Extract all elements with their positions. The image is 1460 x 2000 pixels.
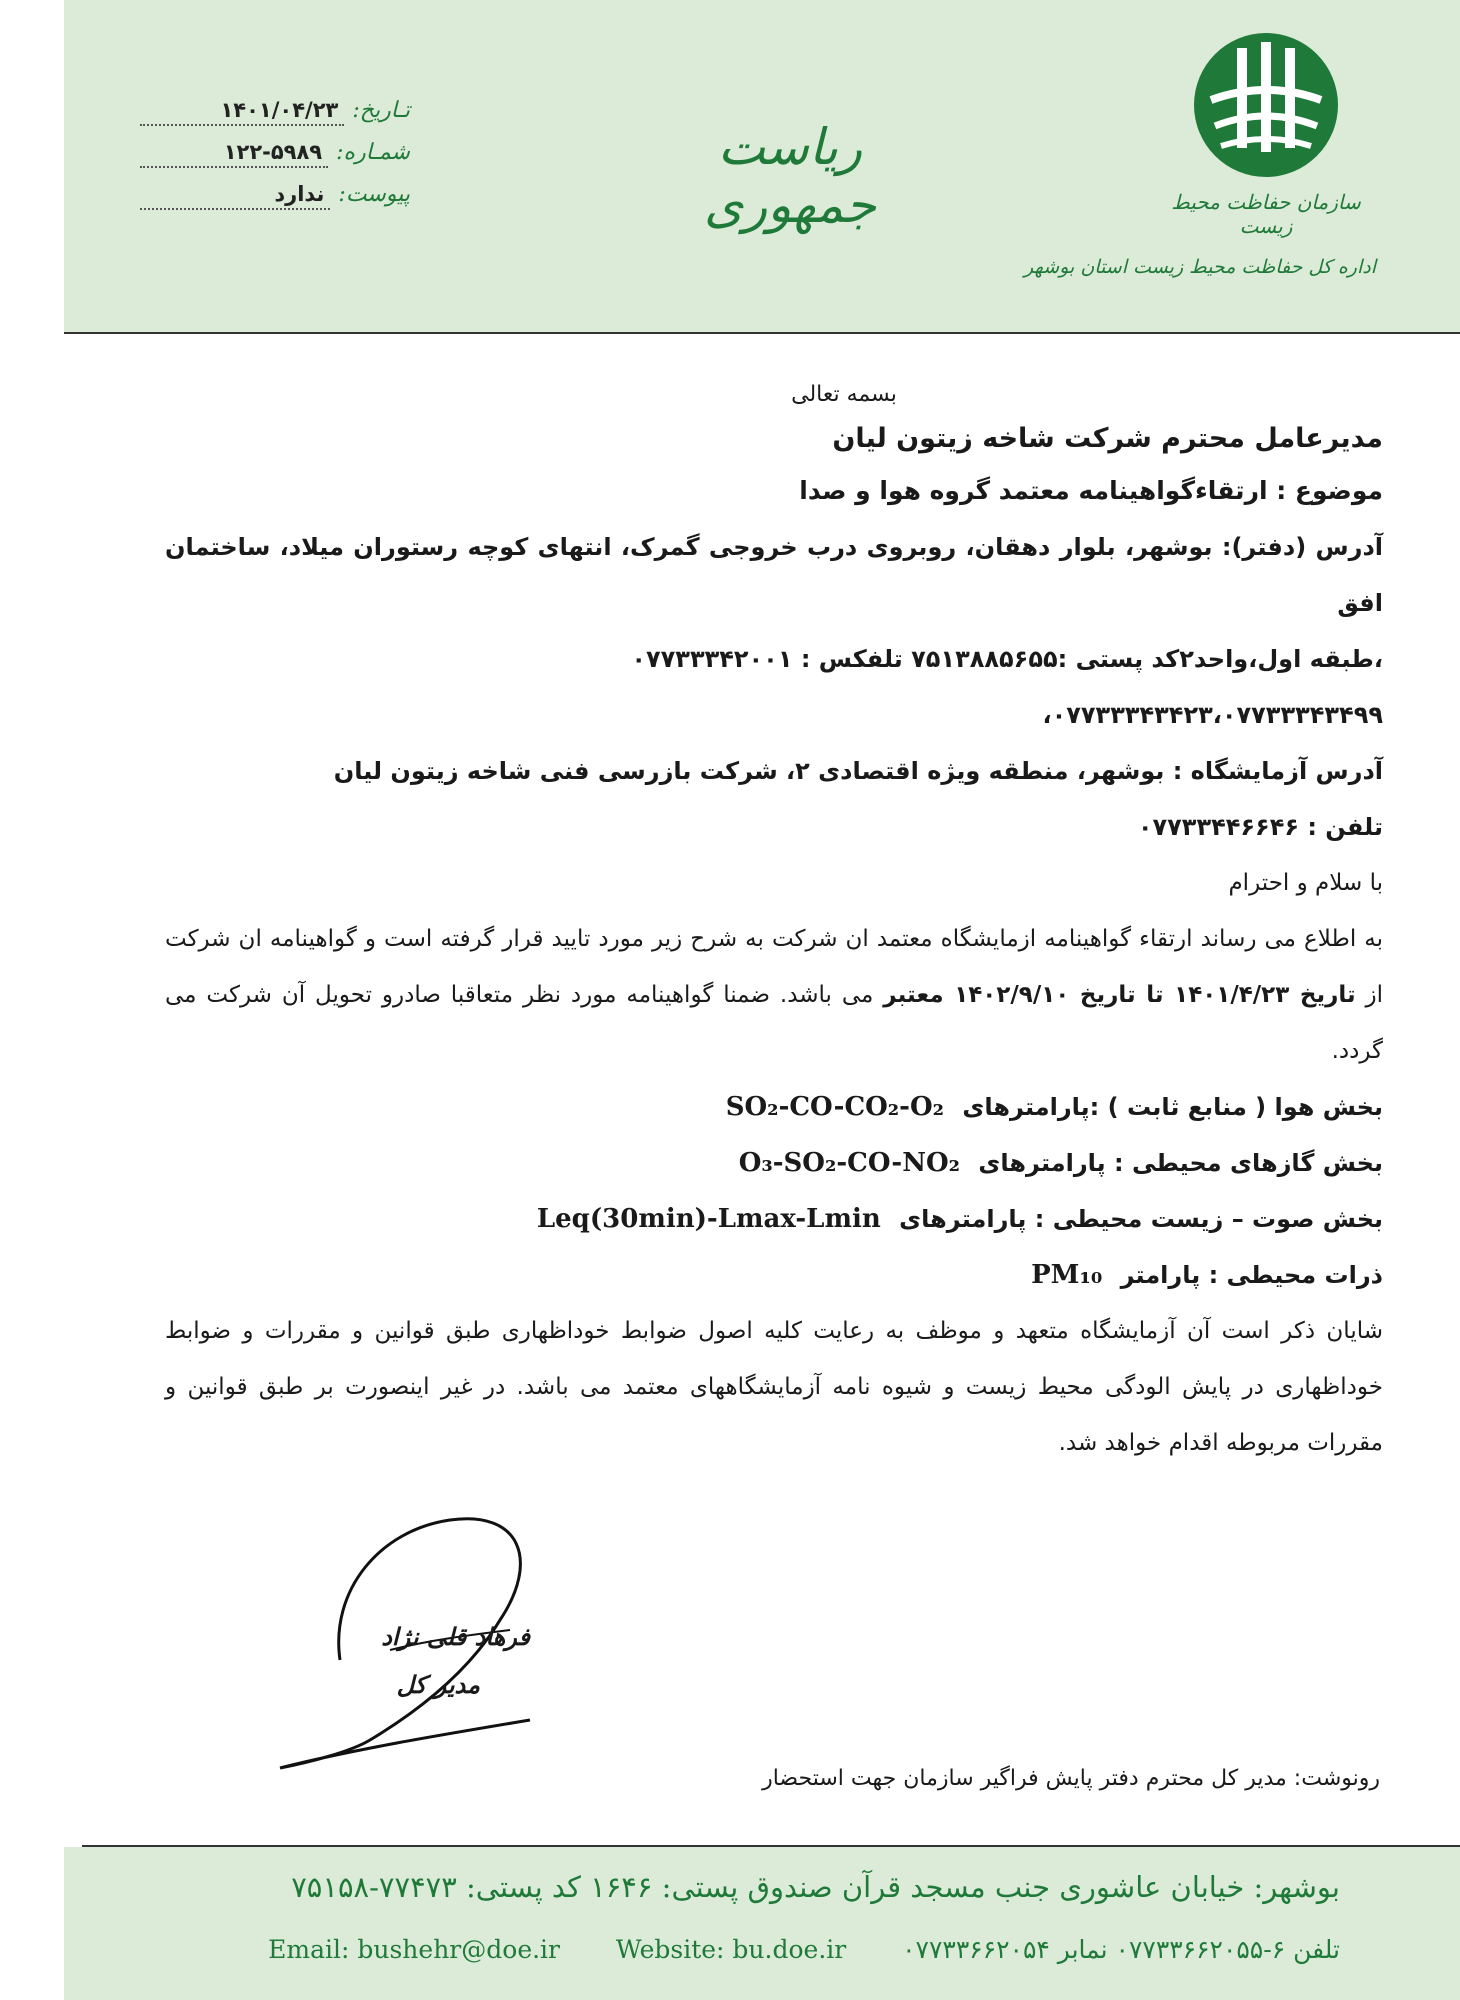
attachment-row <box>140 182 410 224</box>
date-row <box>140 98 410 140</box>
org-name: سازمان حفاظت محیط زیست <box>1171 190 1361 238</box>
param-row-particulate <box>165 1247 1383 1303</box>
param-label: ذرات محیطی : پارامتر <box>1120 1261 1383 1289</box>
param-value: O₃-SO₂-CO-NO₂ <box>738 1148 961 1178</box>
attachment-value: ندارد <box>140 182 330 210</box>
letter-body <box>165 360 1383 1471</box>
lab-phone: تلفن : ۰۷۷۳۳۴۴۶۶۴۶ <box>1137 813 1383 841</box>
letter-meta <box>140 98 410 224</box>
param-row-air <box>165 1079 1383 1135</box>
number-label: شمـاره: <box>336 140 410 165</box>
org-subtitle: اداره کل حفاظت محیط زیست استان بوشهر <box>1024 256 1376 278</box>
signature-block <box>270 1500 590 1770</box>
greeting: با سلام و احترام <box>1228 870 1383 896</box>
date-value: ۱۴۰۱/۰۴/۲۳ <box>140 98 344 126</box>
param-value: Leq(30min)-Lmax-Lmin <box>536 1204 881 1234</box>
footer-contacts <box>130 1935 1340 1964</box>
paragraph-validity-part-1: به اطلاع می رساند ارتقاء گواهینامه ازمایشگاه معتمد ان شرکت به شرح زیر مورد تایید قرار گرفته است و گواهینامه ان شرکت از <box>165 926 1384 1008</box>
paragraph-validity <box>165 911 1383 1079</box>
subject: موضوع : ارتقاءگواهینامه معتمد گروه هوا و صدا <box>799 476 1383 505</box>
org-logo-block <box>1024 30 1376 278</box>
number-row <box>140 140 410 182</box>
number-value: ۱۲۲-۵۹۸۹ <box>140 140 328 168</box>
lab-address: آدرس آزمایشگاه : بوشهر، منطقه ویژه اقتصادی ۲، شرکت بازرسی فنی شاخه زیتون لیان <box>333 757 1383 785</box>
header-divider <box>64 332 1460 334</box>
param-value: SO₂-CO-CO₂-O₂ <box>725 1092 944 1122</box>
param-row-ambient-gas <box>165 1135 1383 1191</box>
param-label: بخش هوا ( منابع ثابت ) :پارامترهای <box>962 1093 1383 1121</box>
attachment-label: پیوست: <box>338 182 410 207</box>
recipient: مدیرعامل محترم شرکت شاخه زیتون لیان <box>832 423 1383 454</box>
footer-website: Website: bu.doe.ir <box>615 1935 847 1964</box>
param-value: PM₁₀ <box>1031 1260 1103 1290</box>
signatory-title: مدیر کل <box>396 1670 480 1699</box>
office-address-line-1: آدرس (دفتر): بوشهر، بلوار دهقان، روبروی درب خروجی گمرک، انتهای کوچه رستوران میلاد، ساختمان افق <box>165 533 1383 617</box>
office-address-line-2: ،طبقه اول،واحد۲کد پستی :۷۵۱۳۸۸۵۶۵۵ تلفکس : ۰۷۷۳۳۳۴۲۰۰۱ <box>631 645 1383 673</box>
carbon-copy: رونوشت: مدیر کل محترم دفتر پایش فراگیر سازمان جهت استحضار <box>762 1766 1380 1791</box>
footer-email: Email: bushehr@doe.ir <box>268 1935 561 1964</box>
param-label: بخش صوت – زیست محیطی : پارامترهای <box>899 1205 1383 1233</box>
presidency-title: ریاست جمهوری <box>704 118 876 234</box>
salutation: بسمه تعالی <box>791 382 897 407</box>
date-label: تـاریخ: <box>352 98 410 123</box>
param-label: بخش گازهای محیطی : پارامترهای <box>978 1149 1383 1177</box>
footer-phones: تلفن ۶-۰۷۷۳۳۶۶۲۰۵۵ نمابر ۰۷۷۳۳۶۶۲۰۵۴ <box>902 1935 1340 1964</box>
doe-logo-icon <box>1191 30 1341 180</box>
footer-address: بوشهر: خیابان عاشوری جنب مسجد قرآن صندوق پستی: ۱۶۴۶ کد پستی: ۷۷۴۷۳-۷۵۱۵۸ <box>291 1870 1340 1904</box>
office-address-line-3: ۰۷۷۳۳۳۴۳۴۲۳،۰۷۷۳۳۳۴۳۴۹۹، <box>1042 701 1383 729</box>
param-row-noise <box>165 1191 1383 1247</box>
validity-dates: تاریخ ۱۴۰۱/۴/۲۳ تا تاریخ ۱۴۰۲/۹/۱۰ معتبر <box>883 982 1356 1008</box>
paragraph-validity-part-2: می باشد. ضمنا گواهینامه مورد نظر متعاقبا صادرو تحویل آن شرکت می گردد. <box>165 982 1383 1064</box>
closing-paragraph: شایان ذکر است آن آزمایشگاه متعهد و موظف به رعایت کلیه اصول ضوابط خوداظهاری طبق قوانین و مقررات و ضوابط خوداظهاری در پایش الودگی محیط زیست و شیوه نامه آزمایشگاههای معتمد می باشد. در غیر اینصورت بر طبق قوانین و مقررات مربوطه اقدام خواهد شد. <box>165 1318 1383 1456</box>
signatory-name: فرهاد قلی نژاد <box>381 1622 530 1651</box>
